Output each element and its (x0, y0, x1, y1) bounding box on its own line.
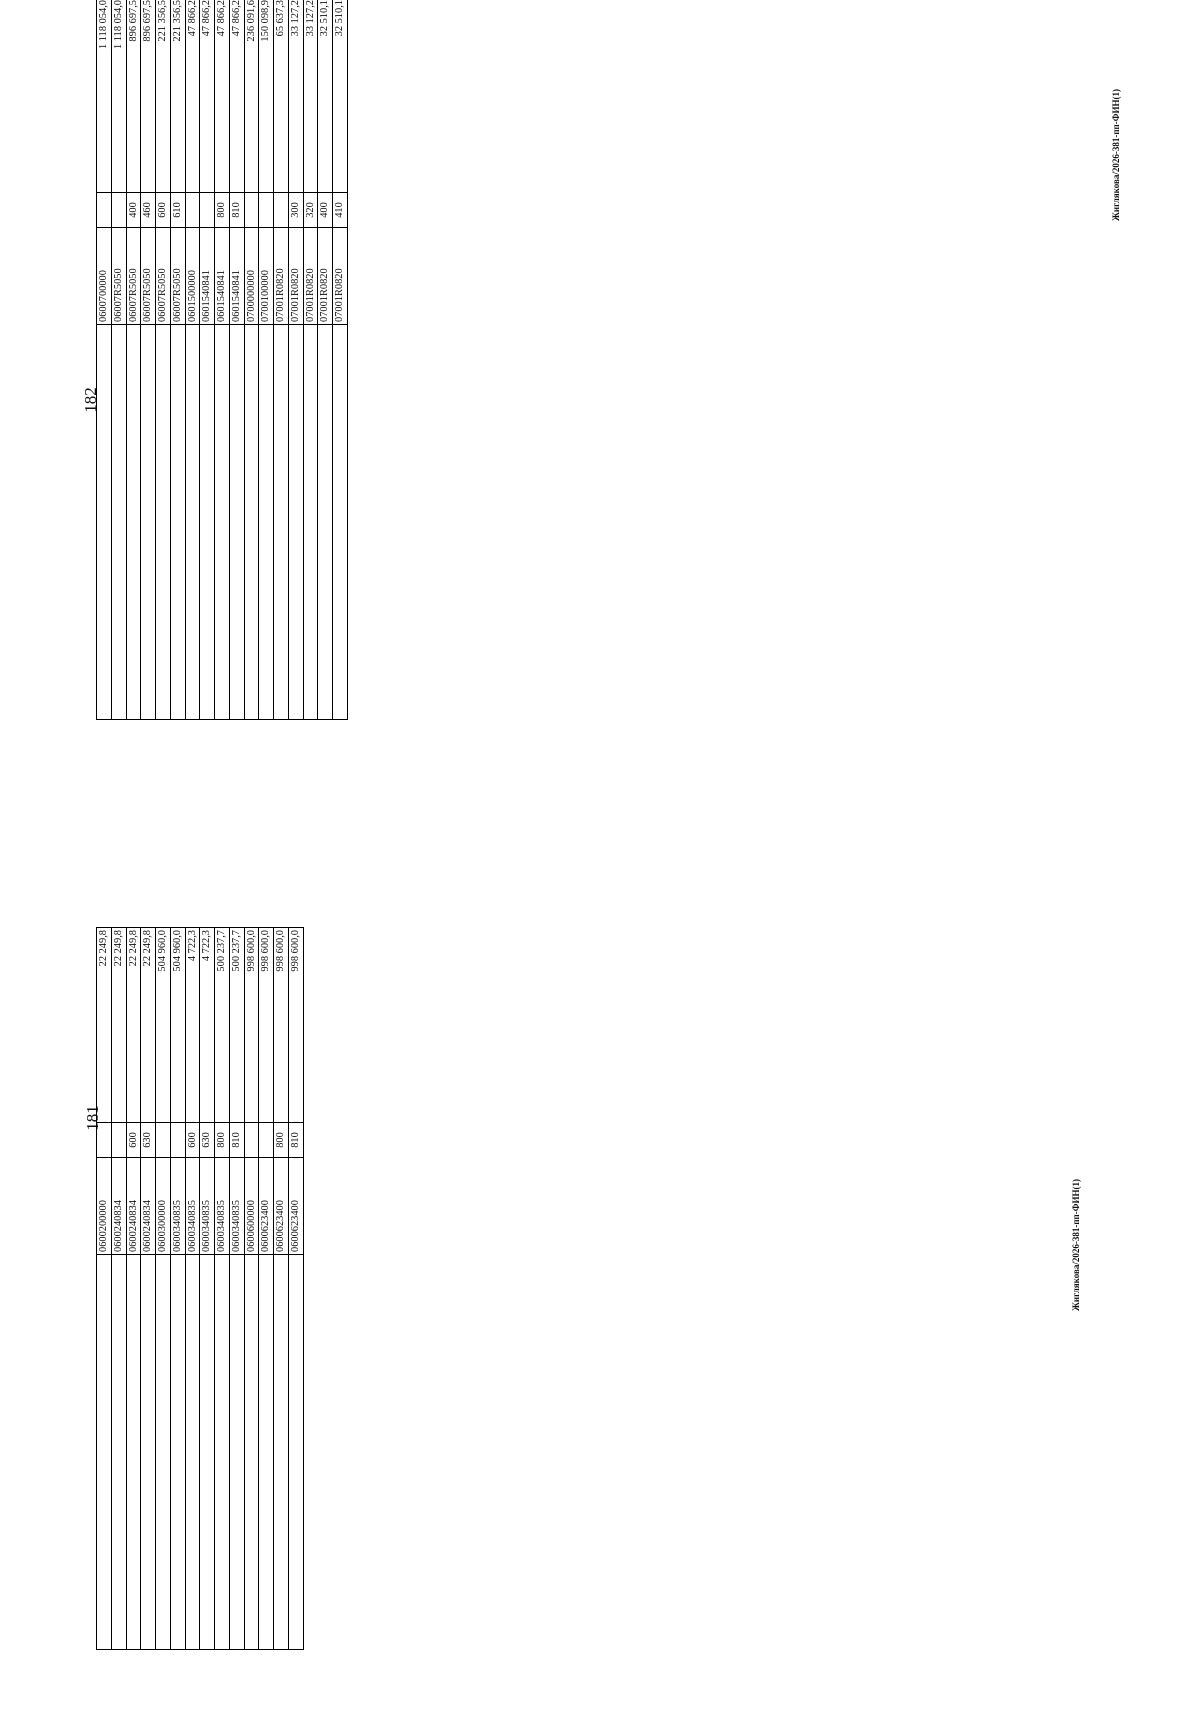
row-amount: 47 866,2 (200, 0, 215, 193)
row-amount: 500 237,7 (215, 928, 230, 1123)
row-target-code: 0600340835 (229, 1158, 244, 1255)
row-expense-type (111, 1123, 126, 1158)
row-amount: 32 510,1 (318, 0, 333, 193)
table-row (97, 928, 112, 1650)
table-row (200, 0, 215, 720)
row-target-code: 06007R5050 (156, 228, 171, 325)
row-description (111, 1255, 126, 1650)
page-182-table (96, 0, 348, 720)
row-target-code: 0600240834 (126, 1158, 141, 1255)
row-description (303, 325, 318, 720)
row-amount: 500 237,7 (229, 928, 244, 1123)
row-target-code: 0600340835 (200, 1158, 215, 1255)
row-expense-type: 400 (126, 193, 141, 228)
row-amount: 236 091,6 (244, 0, 259, 193)
row-target-code: 0700100000 (259, 228, 274, 325)
table-row (215, 0, 230, 720)
row-target-code: 06007R5050 (126, 228, 141, 325)
row-amount: 998 600,0 (288, 928, 303, 1123)
table-row (141, 0, 156, 720)
row-description (111, 325, 126, 720)
row-amount: 1 118 054,0 (97, 0, 112, 193)
row-target-code: 06007R5050 (170, 228, 185, 325)
row-description (126, 1255, 141, 1650)
table-row (288, 928, 303, 1650)
table-row (170, 0, 185, 720)
row-amount: 1 118 054,0 (111, 0, 126, 193)
table-row (274, 0, 289, 720)
table-row (156, 0, 171, 720)
row-amount: 998 600,0 (259, 928, 274, 1123)
table-row (141, 928, 156, 1650)
row-amount: 22 249,8 (126, 928, 141, 1123)
table-row (333, 0, 348, 720)
row-target-code: 07001R0820 (288, 228, 303, 325)
row-target-code: 07001R0820 (274, 228, 289, 325)
budget-table-181 (96, 927, 304, 1650)
table-row (229, 928, 244, 1650)
row-amount: 65 637,3 (274, 0, 289, 193)
row-expense-type: 600 (156, 193, 171, 228)
row-amount: 22 249,8 (141, 928, 156, 1123)
row-amount: 33 127,2 (288, 0, 303, 193)
row-target-code: 0600300000 (156, 1158, 171, 1255)
row-expense-type (111, 193, 126, 228)
row-expense-type (97, 1123, 112, 1158)
row-target-code: 0600623400 (259, 1158, 274, 1255)
row-description (156, 1255, 171, 1650)
row-expense-type: 810 (288, 1123, 303, 1158)
row-expense-type: 630 (200, 1123, 215, 1158)
row-amount: 33 127,2 (303, 0, 318, 193)
row-amount: 4 722,3 (200, 928, 215, 1123)
row-description (244, 325, 259, 720)
table-row (303, 0, 318, 720)
row-amount: 22 249,8 (97, 928, 112, 1123)
row-description (259, 325, 274, 720)
row-description (288, 1255, 303, 1650)
row-expense-type: 320 (303, 193, 318, 228)
row-description (141, 1255, 156, 1650)
table-row (244, 0, 259, 720)
row-target-code: 0700000000 (244, 228, 259, 325)
row-expense-type: 810 (229, 1123, 244, 1158)
row-description (200, 325, 215, 720)
row-target-code: 07001R0820 (333, 228, 348, 325)
row-target-code: 0600340835 (185, 1158, 200, 1255)
row-expense-type: 800 (274, 1123, 289, 1158)
row-amount: 998 600,0 (274, 928, 289, 1123)
row-description (259, 1255, 274, 1650)
table-row (200, 928, 215, 1650)
page-number-182: 182 (80, 387, 100, 413)
table-row (229, 0, 244, 720)
page-footer-181: Жиглякова/2026-381-пп-ФИН(1) (1070, 1179, 1081, 1311)
row-expense-type (97, 193, 112, 228)
table-row (318, 0, 333, 720)
row-expense-type (170, 1123, 185, 1158)
row-amount: 47 866,2 (185, 0, 200, 193)
row-expense-type (244, 1123, 259, 1158)
table-row (185, 0, 200, 720)
row-amount: 504 960,0 (156, 928, 171, 1123)
row-description (141, 325, 156, 720)
row-target-code: 0600340835 (170, 1158, 185, 1255)
row-expense-type: 800 (215, 193, 230, 228)
row-target-code: 0600623400 (288, 1158, 303, 1255)
table-row (244, 928, 259, 1650)
page-footer-182: Жиглякова/2026-381-пп-ФИН(1) (1110, 89, 1121, 221)
row-target-code: 0601540841 (215, 228, 230, 325)
row-expense-type: 630 (141, 1123, 156, 1158)
row-description (215, 1255, 230, 1650)
row-description (156, 325, 171, 720)
row-amount: 998 600,0 (244, 928, 259, 1123)
row-target-code: 07001R0820 (303, 228, 318, 325)
row-description (229, 325, 244, 720)
row-expense-type: 810 (229, 193, 244, 228)
row-target-code: 06007R5050 (141, 228, 156, 325)
row-target-code: 0600600000 (244, 1158, 259, 1255)
row-expense-type (244, 193, 259, 228)
table-row (111, 0, 126, 720)
row-amount: 22 249,8 (111, 928, 126, 1123)
table-row (126, 928, 141, 1650)
table-row (126, 0, 141, 720)
row-target-code: 0601540841 (200, 228, 215, 325)
table-row (215, 928, 230, 1650)
row-target-code: 0600240834 (141, 1158, 156, 1255)
table-row (185, 928, 200, 1650)
row-amount: 47 866,2 (229, 0, 244, 193)
row-expense-type: 800 (215, 1123, 230, 1158)
row-expense-type: 410 (333, 193, 348, 228)
row-description (185, 1255, 200, 1650)
row-amount: 32 510,1 (333, 0, 348, 193)
row-expense-type: 300 (288, 193, 303, 228)
row-description (244, 1255, 259, 1650)
row-amount: 896 697,5 (126, 0, 141, 193)
row-description (200, 1255, 215, 1650)
budget-table-182 (96, 0, 348, 720)
row-amount: 221 356,5 (156, 0, 171, 193)
row-expense-type (185, 193, 200, 228)
table-row (97, 0, 112, 720)
row-description (97, 325, 112, 720)
row-amount: 896 697,5 (141, 0, 156, 193)
row-description (229, 1255, 244, 1650)
page-181-table (96, 927, 304, 1650)
row-description (318, 325, 333, 720)
row-description (185, 325, 200, 720)
row-target-code: 06007R5050 (111, 228, 126, 325)
table-row (288, 0, 303, 720)
table-row (274, 928, 289, 1650)
row-description (274, 1255, 289, 1650)
page-number-181: 181 (82, 1105, 102, 1131)
row-amount: 4 722,3 (185, 928, 200, 1123)
row-target-code: 07001R0820 (318, 228, 333, 325)
row-target-code: 0600240834 (111, 1158, 126, 1255)
row-description (97, 1255, 112, 1650)
table-row (170, 928, 185, 1650)
row-amount: 150 098,9 (259, 0, 274, 193)
row-expense-type: 600 (126, 1123, 141, 1158)
row-expense-type: 600 (185, 1123, 200, 1158)
row-target-code: 0601500000 (185, 228, 200, 325)
row-target-code: 0600200000 (97, 1158, 112, 1255)
row-expense-type: 460 (141, 193, 156, 228)
row-target-code: 0601540841 (229, 228, 244, 325)
row-expense-type (259, 1123, 274, 1158)
table-row (111, 928, 126, 1650)
row-description (170, 1255, 185, 1650)
row-target-code: 0600700000 (97, 228, 112, 325)
row-description (333, 325, 348, 720)
row-description (126, 325, 141, 720)
row-expense-type (156, 1123, 171, 1158)
table-row (259, 928, 274, 1650)
table-row (259, 0, 274, 720)
table-row (156, 928, 171, 1650)
row-description (170, 325, 185, 720)
row-expense-type: 400 (318, 193, 333, 228)
row-description (274, 325, 289, 720)
row-expense-type (274, 193, 289, 228)
row-expense-type: 610 (170, 193, 185, 228)
row-amount: 504 960,0 (170, 928, 185, 1123)
row-target-code: 0600340835 (215, 1158, 230, 1255)
row-expense-type (259, 193, 274, 228)
row-description (288, 325, 303, 720)
row-target-code: 0600623400 (274, 1158, 289, 1255)
row-expense-type (200, 193, 215, 228)
row-amount: 47 866,2 (215, 0, 230, 193)
row-amount: 221 356,5 (170, 0, 185, 193)
row-description (215, 325, 230, 720)
